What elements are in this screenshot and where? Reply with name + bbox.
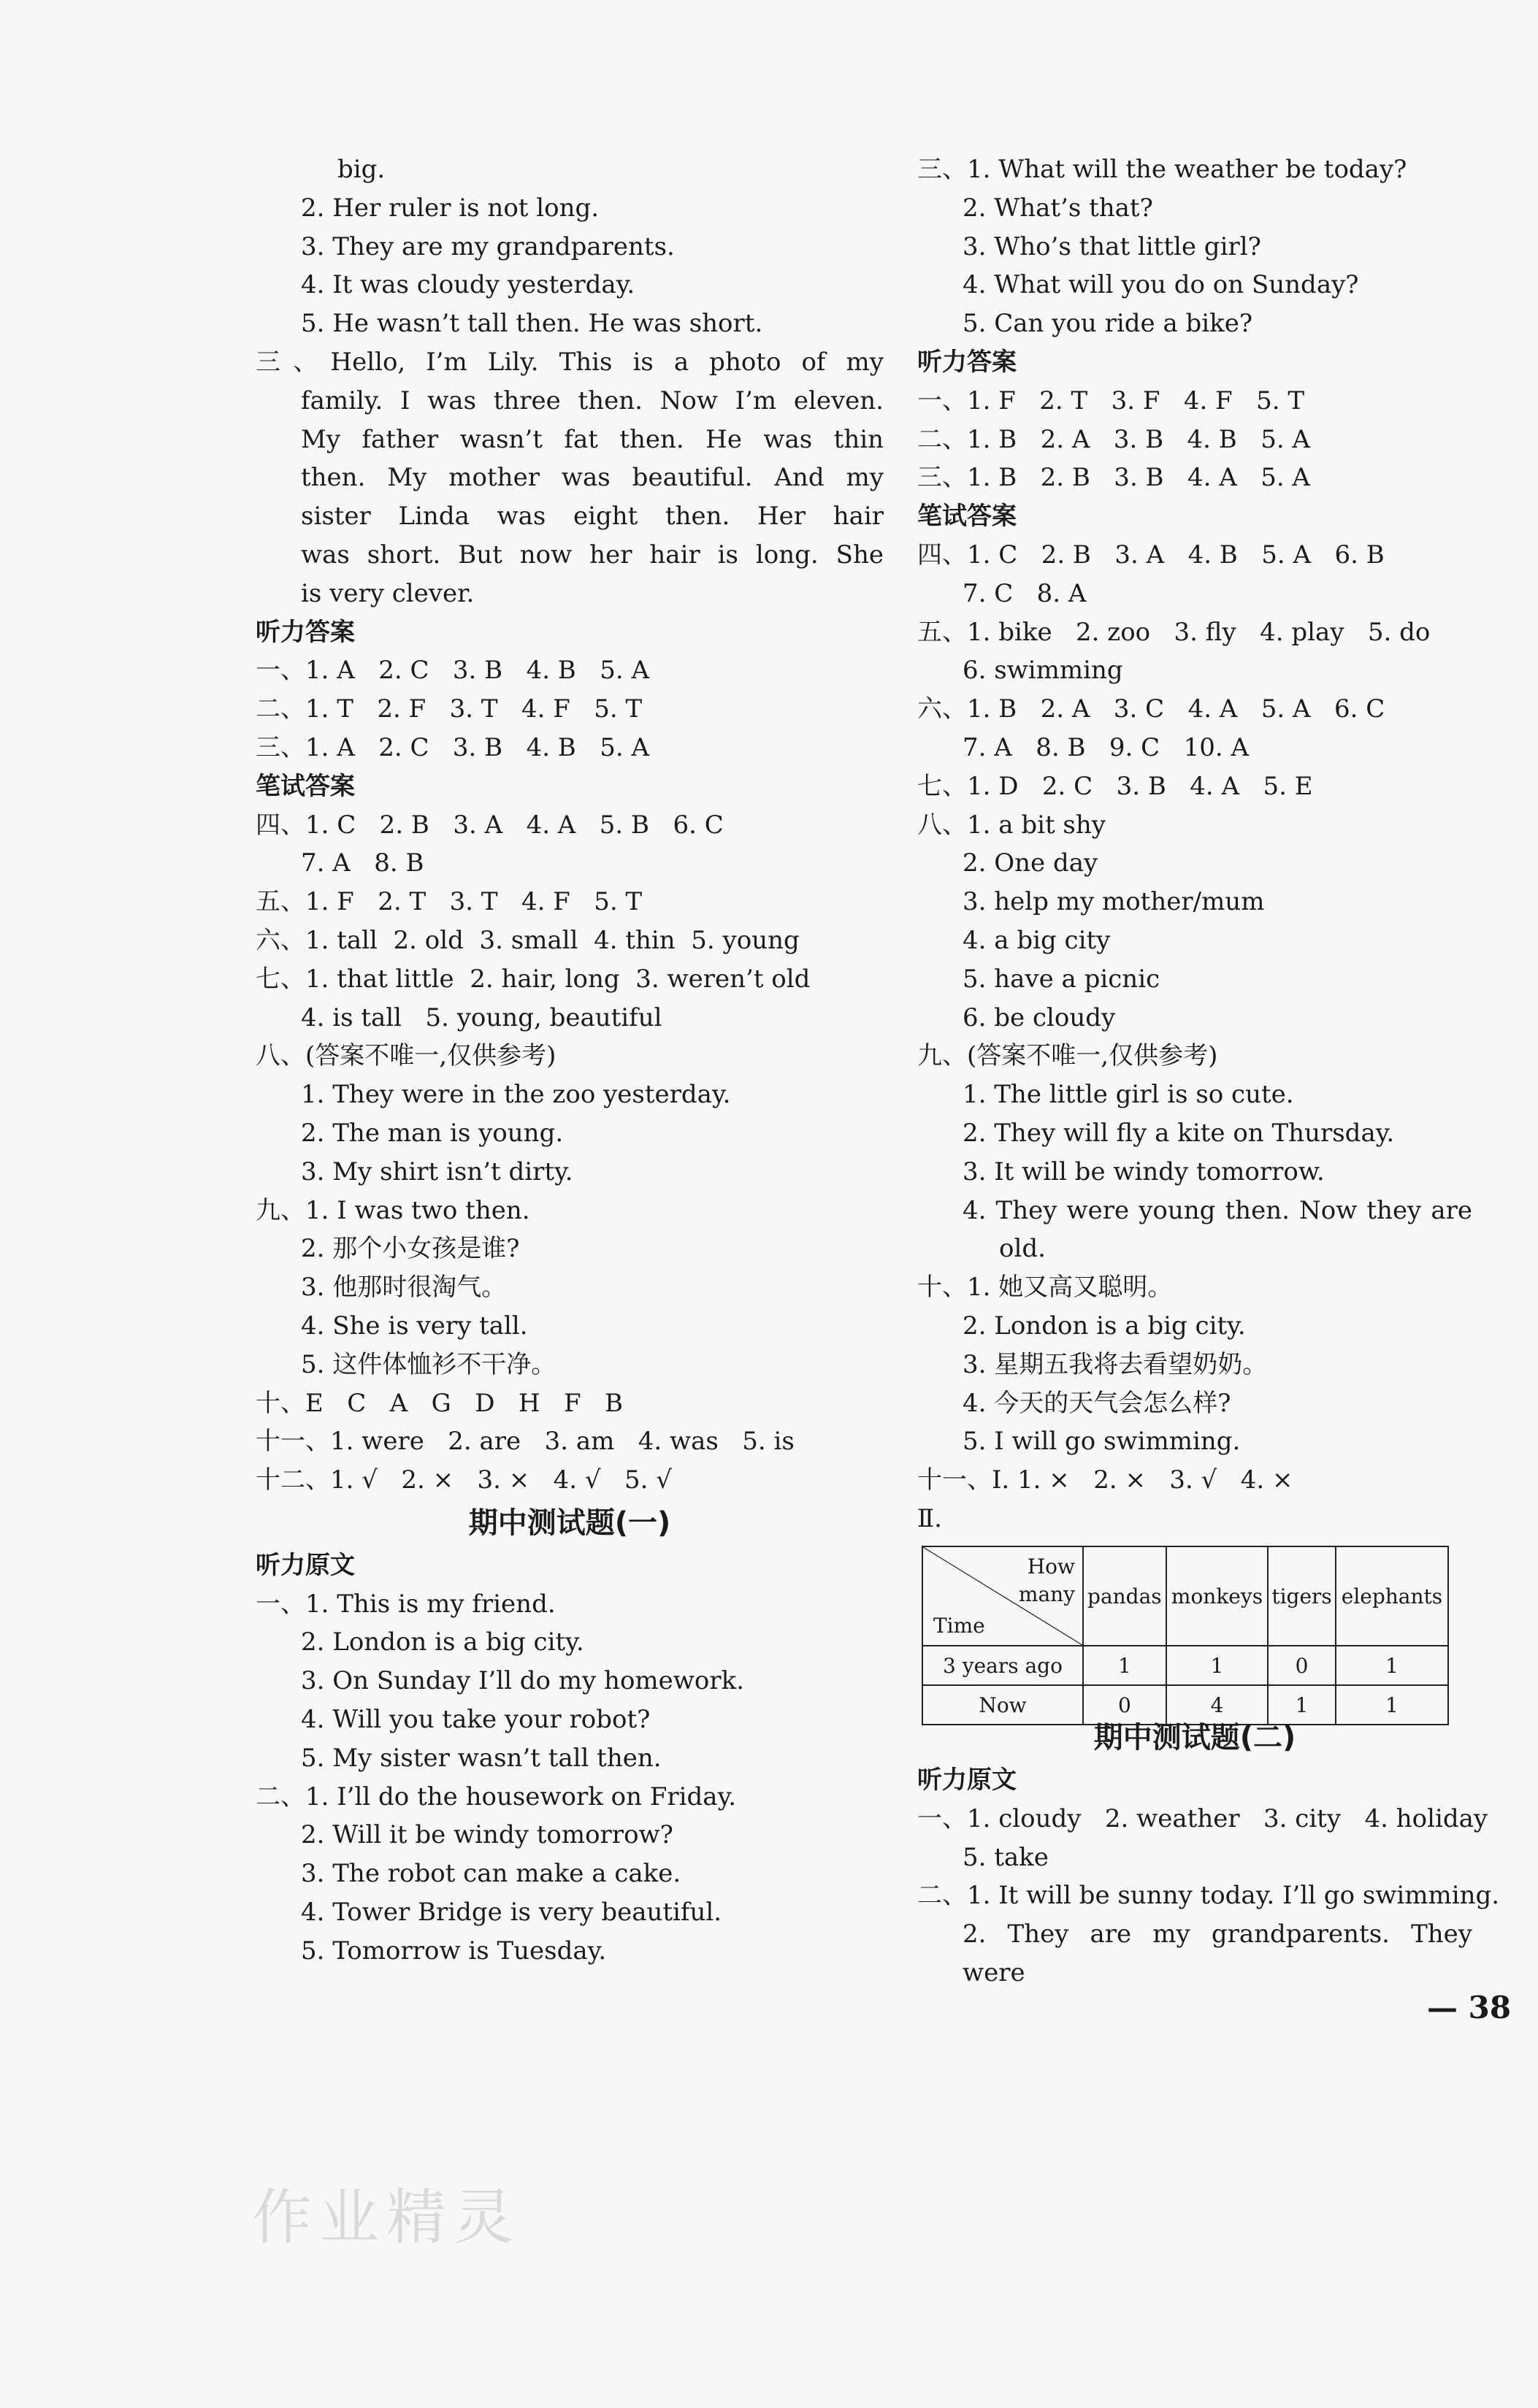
- text-line: 7. A 8. B 9. C 10. A: [963, 732, 1249, 762]
- table-corner-cell: [922, 1546, 1083, 1646]
- text-line: 5. Tomorrow is Tuesday.: [301, 1936, 607, 1966]
- text-line: 十二、1. √ 2. × 3. × 4. √ 5. √: [256, 1465, 672, 1495]
- text-line: 2. London is a big city.: [963, 1311, 1246, 1341]
- corner-top: How many: [1018, 1554, 1075, 1606]
- col-header: pandas: [1083, 1546, 1166, 1646]
- table-cell: 0: [1083, 1685, 1166, 1725]
- text-line: 4. 今天的天气会怎么样?: [963, 1388, 1231, 1418]
- text-line: 2. They are my grandparents. They were: [963, 1920, 1472, 1987]
- text-line: 六、1. tall 2. old 3. small 4. thin 5. young: [256, 925, 800, 955]
- text-line: Ⅱ.: [917, 1503, 942, 1533]
- text-line: 6. be cloudy: [963, 1002, 1116, 1032]
- section-heading: 笔试答案: [917, 502, 1017, 532]
- text-line: 5. have a picnic: [963, 964, 1160, 994]
- text-line: 八、1. a bit shy: [917, 810, 1106, 840]
- text-line: 1. They were in the zoo yesterday.: [301, 1080, 731, 1110]
- text-line: 七、1. that little 2. hair, long 3. weren’t old: [256, 964, 811, 994]
- text-line: 4. She is very tall.: [301, 1311, 528, 1341]
- text-line: 二、1. I’ll do the housework on Friday.: [256, 1782, 737, 1811]
- text-line: was short. But now her hair is long. She: [301, 540, 884, 570]
- text-line: 四、1. C 2. B 3. A 4. B 5. A 6. B: [917, 540, 1385, 570]
- section-title: 期中测试题(一): [468, 1506, 671, 1540]
- text-line: 5. I will go swimming.: [963, 1427, 1241, 1457]
- text-line: My father wasn’t fat then. He was thin: [301, 424, 884, 454]
- text-line: 4. Tower Bridge is very beautiful.: [301, 1898, 722, 1928]
- section-heading: 听力原文: [917, 1765, 1017, 1795]
- text-line: 4. a big city: [963, 925, 1111, 955]
- left-column: [256, 150, 884, 1971]
- text-line: 2. One day: [963, 848, 1098, 878]
- text-line: 十、1. 她又高又聪明。: [917, 1273, 1173, 1303]
- text-line: 2. Will it be windy tomorrow?: [301, 1820, 673, 1850]
- text-line: 4. is tall 5. young, beautiful: [301, 1002, 662, 1032]
- text-line: 十一、1. were 2. are 3. am 4. was 5. is: [256, 1427, 795, 1457]
- text-line: 三、1. What will the weather be today?: [917, 155, 1407, 184]
- animal-count-table: [922, 1546, 1449, 1725]
- text-line: 十、E C A G D H F B: [256, 1388, 623, 1418]
- text-line: 5. 这件体恤衫不干净。: [301, 1349, 556, 1379]
- text-line: 九、(答案不唯一,仅供参考): [917, 1041, 1218, 1071]
- row-label: 3 years ago: [922, 1646, 1083, 1685]
- text-line: 六、1. B 2. A 3. C 4. A 5. A 6. C: [917, 694, 1385, 724]
- text-line: 3. help my mother/mum: [963, 887, 1265, 917]
- text-line: 4. It was cloudy yesterday.: [301, 270, 635, 300]
- text-line: 3. The robot can make a cake.: [301, 1859, 681, 1889]
- text-line: 2. The man is young.: [301, 1118, 564, 1148]
- text-line: 四、1. C 2. B 3. A 4. A 5. B 6. C: [256, 810, 724, 840]
- table-cell: 1: [1083, 1646, 1166, 1685]
- page-number: — 38: [1427, 1990, 1512, 2025]
- table-cell: 1: [1166, 1646, 1269, 1685]
- text-line: sister Linda was eight then. Her hair: [301, 502, 884, 532]
- text-line: 3. 星期五我将去看望奶奶。: [963, 1349, 1268, 1379]
- text-line: 三、Hello, I’m Lily. This is a photo of my: [256, 347, 884, 377]
- table-row: [922, 1646, 1448, 1685]
- section-title: 期中测试题(二): [1093, 1721, 1296, 1755]
- row-label: Now: [922, 1685, 1083, 1725]
- text-line: 7. A 8. B: [301, 848, 424, 878]
- table-cell: 4: [1166, 1685, 1269, 1725]
- text-line: then. My mother was beautiful. And my: [301, 463, 884, 493]
- text-line: 7. C 8. A: [963, 578, 1087, 608]
- right-top-lines: [917, 150, 1472, 1538]
- text-line: 一、1. cloudy 2. weather 3. city 4. holiday: [917, 1803, 1488, 1833]
- text-line: 5. take: [963, 1842, 1049, 1872]
- text-line: 三、1. A 2. C 3. B 4. B 5. A: [256, 732, 650, 762]
- text-line: 3. Who’s that little girl?: [963, 231, 1261, 261]
- col-header: monkeys: [1166, 1546, 1269, 1646]
- text-line: 1. The little girl is so cute.: [963, 1080, 1294, 1110]
- table-cell: 1: [1268, 1685, 1336, 1725]
- text-line: 5. Can you ride a bike?: [963, 309, 1253, 339]
- table-cell: 1: [1336, 1685, 1448, 1725]
- text-line: 5. He wasn’t tall then. He was short.: [301, 309, 763, 339]
- corner-bottom: Time: [933, 1614, 985, 1638]
- text-line: is very clever.: [301, 578, 475, 608]
- text-line: 一、1. F 2. T 3. F 4. F 5. T: [917, 386, 1305, 415]
- text-line: 九、1. I was two then.: [256, 1195, 530, 1225]
- text-line: 八、(答案不唯一,仅供参考): [256, 1041, 556, 1071]
- right-column: [917, 150, 1472, 1538]
- text-line: 3. It will be windy tomorrow.: [963, 1157, 1325, 1186]
- text-line: old.: [999, 1234, 1046, 1264]
- table-cell: 0: [1268, 1646, 1336, 1685]
- text-line: 一、1. This is my friend.: [256, 1589, 556, 1619]
- text-line: 3. They are my grandparents.: [301, 231, 675, 261]
- text-line: 2. What’s that?: [963, 193, 1153, 223]
- text-line: 二、1. It will be sunny today. I’ll go swimming.: [917, 1881, 1500, 1911]
- section-heading: 笔试答案: [256, 771, 355, 801]
- text-line: 一、1. A 2. C 3. B 4. B 5. A: [256, 656, 650, 686]
- table-cell: 1: [1336, 1646, 1448, 1685]
- text-line: 3. 他那时很淘气。: [301, 1273, 507, 1303]
- text-line: 三、1. B 2. B 3. B 4. A 5. A: [917, 463, 1310, 493]
- text-line: 2. Her ruler is not long.: [301, 193, 600, 223]
- section-heading: 听力答案: [917, 347, 1017, 377]
- text-line: 4. What will you do on Sunday?: [963, 270, 1359, 300]
- text-line: 七、1. D 2. C 3. B 4. A 5. E: [917, 771, 1313, 801]
- right-bottom-lines: [917, 1714, 1500, 1987]
- text-line: 二、1. B 2. A 3. B 4. B 5. A: [917, 424, 1310, 454]
- text-line: 4. Will you take your robot?: [301, 1705, 651, 1735]
- text-line: 6. swimming: [963, 656, 1123, 686]
- text-line: 4. They were young then. Now they are: [963, 1195, 1472, 1225]
- col-header: tigers: [1268, 1546, 1336, 1646]
- section-heading: 听力答案: [256, 617, 355, 647]
- watermark: 作业精灵: [252, 2183, 521, 2252]
- text-line: 五、1. F 2. T 3. T 4. F 5. T: [256, 887, 643, 917]
- text-line: 2. 那个小女孩是谁?: [301, 1234, 520, 1264]
- section-heading: 听力原文: [256, 1550, 355, 1580]
- text-line: 3. My shirt isn’t dirty.: [301, 1157, 573, 1186]
- table-header-row: [922, 1546, 1448, 1646]
- text-line: 2. They will fly a kite on Thursday.: [963, 1118, 1395, 1148]
- text-line: 5. My sister wasn’t tall then.: [301, 1743, 662, 1773]
- text-line: 五、1. bike 2. zoo 3. fly 4. play 5. do: [917, 617, 1431, 647]
- text-line: 二、1. T 2. F 3. T 4. F 5. T: [256, 694, 643, 724]
- text-line: 3. On Sunday I’ll do my homework.: [301, 1666, 745, 1696]
- text-line: 十一、Ⅰ. 1. × 2. × 3. √ 4. ×: [917, 1465, 1293, 1495]
- text-line: 2. London is a big city.: [301, 1627, 584, 1657]
- col-header: elephants: [1336, 1546, 1448, 1646]
- text-line: big.: [337, 155, 386, 184]
- text-line: family. I was three then. Now I’m eleven.: [301, 386, 884, 415]
